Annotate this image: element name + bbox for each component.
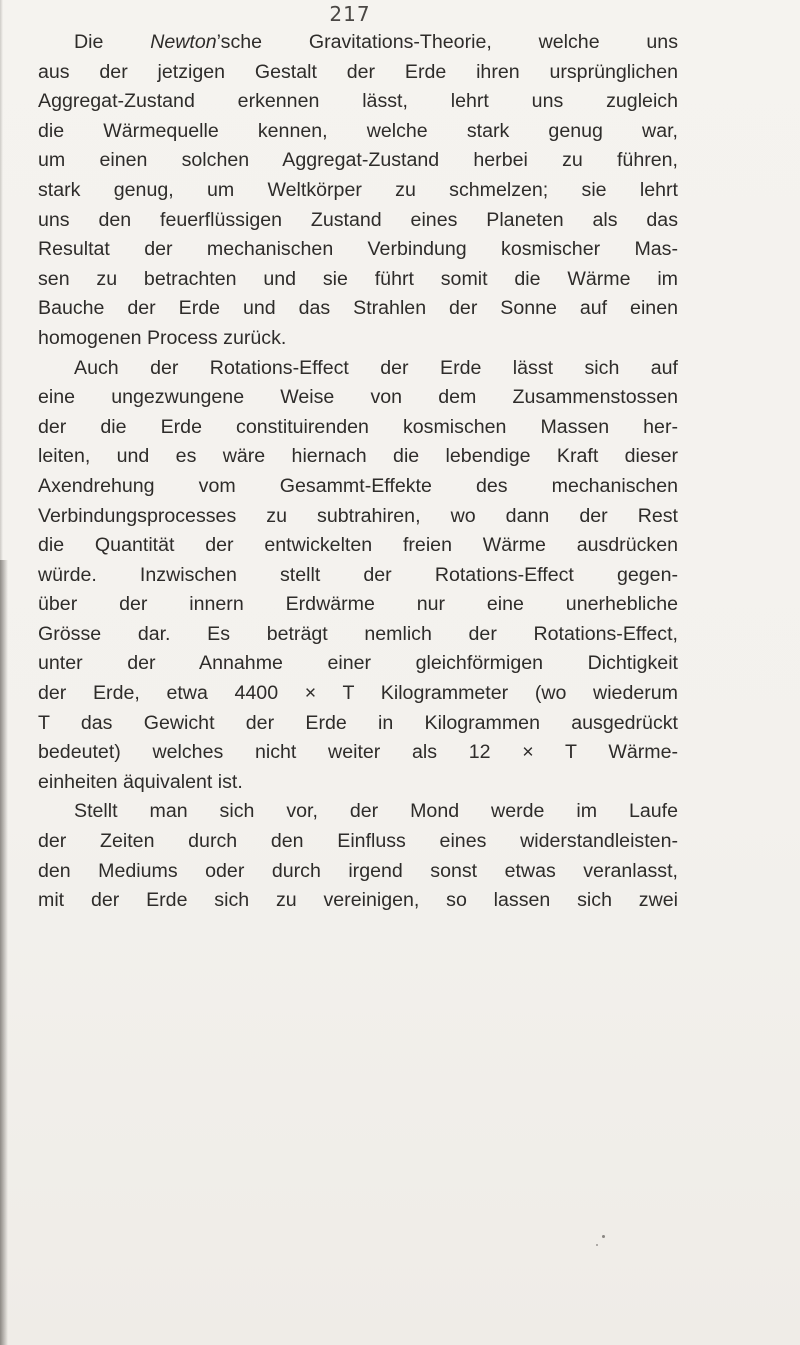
text-line: den Mediums oder durch irgend sonst etwas veranlasst, [38,859,678,882]
text-line: Stellt man sich vor, der Mond werde im Laufe [74,800,678,823]
text-line: bedeutet) welches nicht weiter als 12 × T Wärme- [38,741,678,764]
paragraph-1 [38,28,678,354]
page-edge-shadow [0,560,8,1345]
text-line: Bauche der Erde und das Strahlen der Sonne auf einen [38,297,678,320]
text-line: stark genug, um Weltkörper zu schmelzen; sie lehrt [38,178,678,201]
text-line: über der innern Erdwärme nur eine unerhebliche [38,593,678,616]
text-line: unter der Annahme einer gleichförmigen Dichtigkeit [38,652,678,675]
page-edge-shadow-top [0,0,3,560]
text-line: Verbindungsprocesses zu subtrahiren, wo dann der Rest [38,504,678,527]
paragraph-3 [38,797,678,915]
text-line: Axendrehung vom Gesammt-Effekte des mechanischen [38,474,678,497]
body-text [38,28,678,916]
ink-speck [596,1244,598,1246]
text-line: sen zu betrachten und sie führt somit die Wärme im [38,267,678,290]
text-line: leiten, und es wäre hiernach die lebendige Kraft dieser [38,445,678,468]
text-line: Auch der Rotations-Effect der Erde lässt sich auf [74,356,678,379]
text-line: der Zeiten durch den Einfluss eines widerstandleisten- [38,830,678,853]
text-line: die Wärmequelle kennen, welche stark genug war, [38,119,678,142]
text-line: T das Gewicht der Erde in Kilogrammen ausgedrückt [38,711,678,734]
text-line: der Erde, etwa 4400 × T Kilogrammeter (wo wiederum [38,682,678,705]
text-line: aus der jetzigen Gestalt der Erde ihren ursprünglichen [38,60,678,83]
emphasized-name: Newton [150,31,217,53]
text-line: die Quantität der entwickelten freien Wärme ausdrücken [38,534,678,557]
page-number: 217 [329,2,371,26]
text-line: uns den feuerflüssigen Zustand eines Planeten als das [38,208,678,231]
text-line: Resultat der mechanischen Verbindung kosmischer Mas- [38,238,678,261]
text-line: würde. Inzwischen stellt der Rotations-Effect gegen- [38,563,678,586]
paragraph-2 [38,354,678,798]
text-line: Aggregat-Zustand erkennen lässt, lehrt uns zugleich [38,90,678,113]
text-line: homogenen Process zurück. [38,326,287,349]
ink-speck [602,1235,605,1238]
text-line: eine ungezwungene Weise von dem Zusammenstossen [38,386,678,409]
text-line: Grösse dar. Es beträgt nemlich der Rotations-Effect, [38,622,678,645]
text-line: um einen solchen Aggregat-Zustand herbei zu führen, [38,149,678,172]
text-line: Die Newton’sche Gravitations-Theorie, welche uns [74,31,678,53]
text-line: einheiten äquivalent ist. [38,770,243,793]
text-line: der die Erde constituirenden kosmischen Massen her- [38,415,678,438]
text-line: mit der Erde sich zu vereinigen, so lassen sich zwei [38,889,678,912]
